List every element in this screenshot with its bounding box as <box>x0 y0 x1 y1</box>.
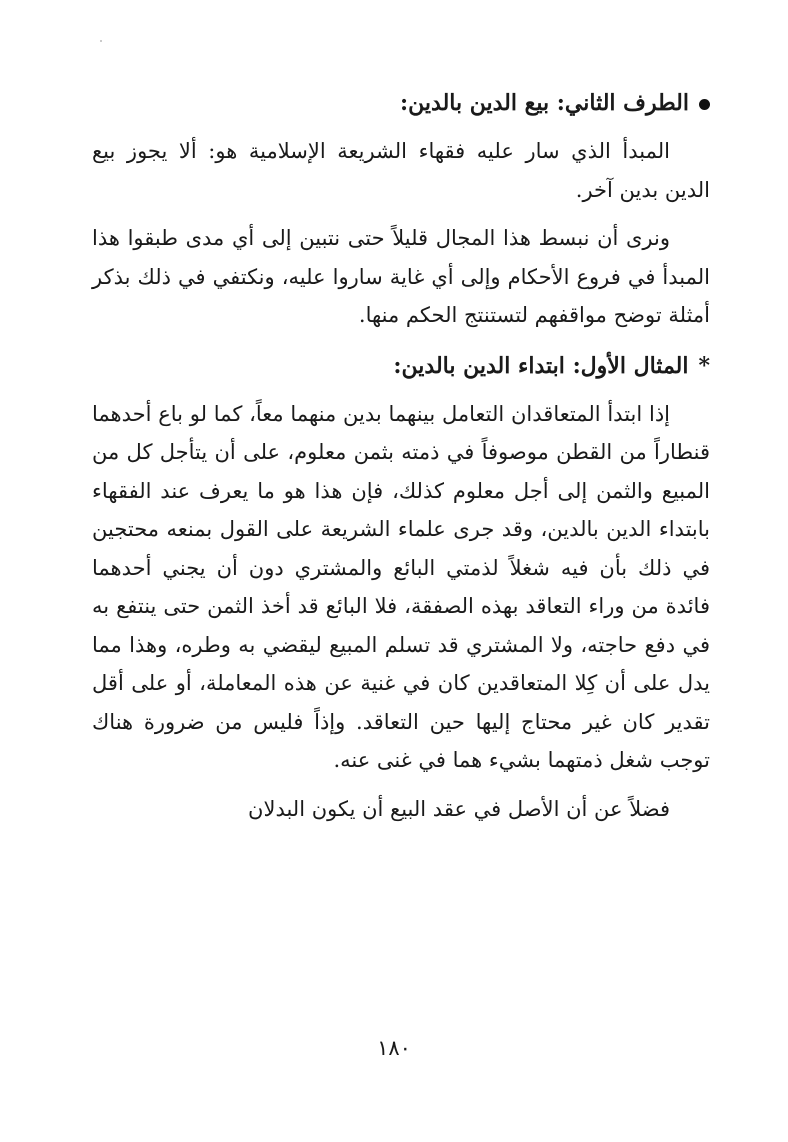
section-heading-second-part <box>92 82 710 124</box>
paragraph-continuation: فضلاً عن أن الأصل في عقد البيع أن يكون البدلان <box>248 796 670 821</box>
page-number: ١٨٠ <box>377 1036 411 1060</box>
paragraph-example-body: إذا ابتدأ المتعاقدان التعامل بينهما بدين منهما معاً، كما لو باع أحدهما قنطاراً من القطن موصوفاً في ذمته بثمن معلوم، على أن يتأجل كل من المبيع والثمن إلى أجل معلوم كذلك، فإن هذا هو ما يعرف عند الفقهاء بابتداء الدين بالدين، وقد جرى علماء الشريعة على القول بمنعه محتجين في ذلك بأن فيه شغلاً لذمتي البائع والمشتري دون أن يجني أحدهما فائدة من وراء التعاقد بهذه الصفقة، فلا البائع قد أخذ الثمن حتى ينتفع به في دفع حاجته، ولا المشتري قد تسلم المبيع ليقضي به وطره، وهذا مما يدل على أن كِلا المتعاقدين كان في غنية عن هذه المعاملة، أو على أقل تقدير كان غير محتاج إليها حين التعاقد. وإذاً فليس من ضرورة هناك توجب شغل ذمتهما بشيء هما في غنى عنه. <box>92 401 710 772</box>
scan-speck <box>100 40 102 42</box>
example-heading-text: المثال الأول: ابتداء الدين بالدين: <box>393 352 689 379</box>
paragraph-principle: المبدأ الذي سار عليه فقهاء الشريعة الإسلامية هو: ألا يجوز بيع الدين بدين آخر. <box>92 139 710 202</box>
filled-circle-icon <box>699 99 710 110</box>
example-heading-first <box>92 345 710 387</box>
asterisk-marker: * <box>698 352 710 379</box>
paragraph-scope: ونرى أن نبسط هذا المجال قليلاً حتى نتبين إلى أي مدى طبقوا هذا المبدأ في فروع الأحكام وإلى أي غاية ساروا عليه، ونكتفي في ذلك بذكر أمثلة توضح مواقفهم لتستنتج الحكم منها. <box>92 226 710 327</box>
document-page <box>92 82 710 1082</box>
section-heading-text: الطرف الثاني: بيع الدين بالدين: <box>400 90 689 116</box>
